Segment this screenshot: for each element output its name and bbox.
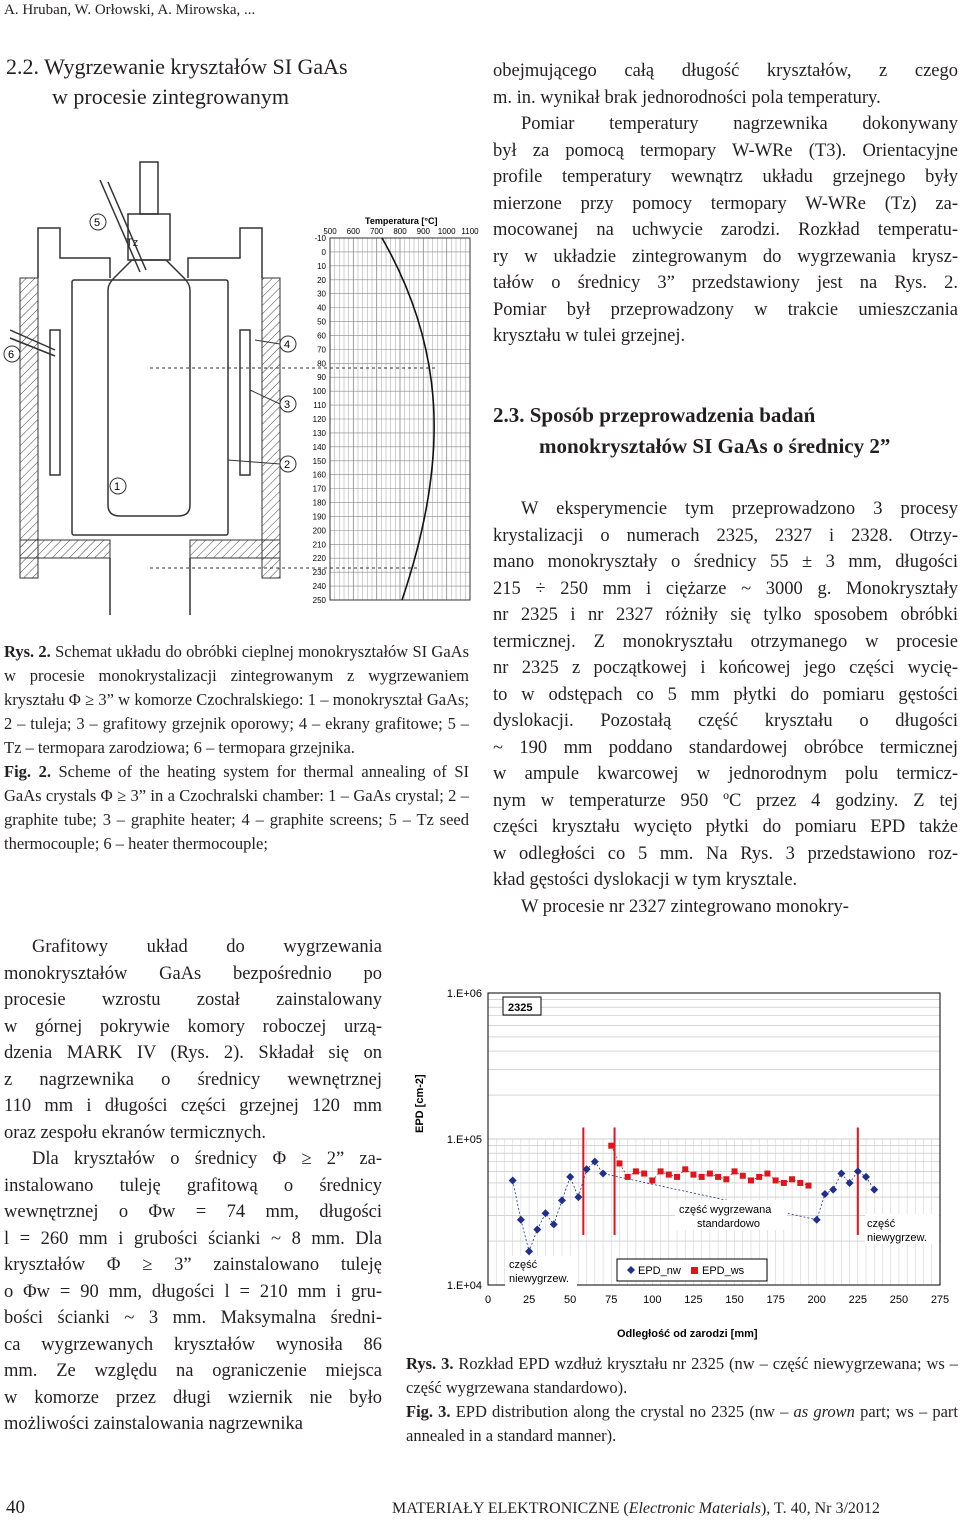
text-line: 110 mm i długości części grzejnej 120 mm	[4, 1096, 382, 1116]
temp-tick-label: 600	[346, 227, 361, 236]
text-line: nr 2325 z początkowej i końcowej jego części wycię-	[493, 658, 958, 678]
x-tick-label: 125	[684, 1294, 703, 1306]
seed-rod	[140, 162, 158, 214]
text-line: krystalizacji o numerach 2325, 2327 i 2328. Otrzy-	[493, 525, 958, 546]
annotation-text: część	[867, 1218, 896, 1230]
journal-volume: ), T. 40, Nr 3/2012	[760, 1500, 880, 1517]
data-point-EPD_ws	[682, 1166, 688, 1172]
data-point-EPD_nw	[870, 1186, 878, 1194]
marker-6	[4, 346, 20, 362]
data-point-EPD_nw	[599, 1170, 607, 1178]
running-header: A. Hruban, W. Orłowski, A. Mirowska, ...	[4, 2, 256, 18]
temp-tick-label: 1100	[461, 227, 479, 236]
text-line: w ampule kwarcowej w jednorodnym polu termicz-	[493, 764, 958, 784]
text-line: kryształów Φ ≥ 3” zainstalowano tuleję	[4, 1255, 382, 1275]
text-line: mierzone przy pomocy termopary W-WRe (Tz) za-	[493, 193, 958, 214]
text-line: to w odstępach co 5 mm płytki do pomiaru gęstości	[493, 684, 958, 705]
marker-5	[90, 214, 106, 230]
right-column-top-text	[493, 58, 958, 350]
x-tick-label: 250	[889, 1294, 909, 1306]
data-point-EPD_ws	[756, 1174, 762, 1180]
right-screen-wall	[262, 278, 280, 578]
annotation-nw-left	[505, 1256, 577, 1286]
x-tick-label: 200	[807, 1294, 826, 1306]
data-point-EPD_ws	[666, 1172, 672, 1178]
tz-label: Tz	[126, 237, 139, 249]
annotation-text: część wygrzewana	[679, 1204, 772, 1216]
text-line: w górnej pokrywie komory roboczej urzą-	[4, 1016, 382, 1037]
data-point-EPD_ws	[616, 1160, 622, 1166]
data-point-EPD_ws	[699, 1174, 705, 1180]
text-line: ~ 190 mm poddano standardowej obróbce termicznej	[493, 737, 958, 758]
temp-tick-label: 1000	[437, 227, 456, 236]
depth-tick-label: 170	[312, 484, 326, 494]
caption-italic: as grown	[793, 1402, 855, 1421]
depth-tick-label: 30	[317, 289, 326, 299]
depth-tick-label: 160	[312, 470, 326, 480]
depth-tick-label: 240	[312, 582, 326, 592]
data-point-EPD_nw	[574, 1193, 582, 1201]
data-point-EPD_nw	[854, 1167, 862, 1175]
text-line: o Φw = 90 mm, długości l = 210 mm i gru-	[4, 1281, 382, 1302]
depth-tick-label: 210	[312, 540, 326, 550]
heater-right	[240, 330, 250, 475]
legend-label-nw: EPD_nw	[638, 1265, 681, 1277]
graphite-tube	[72, 280, 228, 535]
x-tick-label: 100	[643, 1294, 662, 1306]
depth-tick-label: 250	[312, 596, 326, 605]
data-point-EPD_ws	[764, 1171, 770, 1177]
depth-tick-label: 120	[312, 415, 326, 424]
caption-text-pl: Schemat układu do obróbki cieplnej monokryształów SI GaAs w procesie monokrystalizacji zintegrowanym z wygrzewaniem kryształu Φ ≥ 3” w komorze Czochralskiego: 1 – monokryształ GaAs; 2 – tuleja; 3 – grafitowy grzejnik oporowy; 4 – ekrany grafitowe; 5 – Tz – termopara zarodziowa; 6 – termopara grzejnika.	[4, 642, 469, 757]
caption-label: Rys. 2.	[4, 642, 51, 661]
data-point-EPD_ws	[715, 1174, 721, 1180]
data-point-EPD_ws	[608, 1143, 614, 1149]
y-tick-label: 1.E+06	[446, 988, 482, 1000]
gaas-crystal	[108, 260, 190, 516]
data-point-EPD_ws	[707, 1171, 713, 1177]
depth-tick-label: 50	[317, 317, 326, 327]
y-axis-label: EPD [cm-2]	[414, 1074, 426, 1133]
x-tick-label: 225	[848, 1294, 867, 1306]
text-line: Dla kryształów o średnicy Φ ≥ 2” za-	[32, 1149, 382, 1169]
y-tick-label: 1.E+05	[446, 1134, 482, 1146]
figure-2-schematic	[0, 160, 479, 630]
text-line: tałów o średnicy 3” przedstawiony jest na Rys. 2.	[493, 273, 958, 293]
annotation-nw-right	[865, 1214, 939, 1244]
depth-tick-label: 200	[312, 526, 326, 536]
text-line: procesie wzrostu został zainstalowany	[4, 990, 382, 1010]
depth-tick-label: 150	[312, 456, 326, 466]
text-line: nym w temperaturze 950 ºC przez 4 godziny. Z tej	[493, 790, 958, 811]
depth-tick-label: 100	[312, 387, 326, 397]
depth-tick-label: 180	[312, 498, 326, 508]
text-line: termicznej. Z monokryształu otrzymanego w procesie	[493, 631, 958, 652]
temp-tick-label: 700	[369, 227, 384, 236]
text-line: instalowano tuleję grafitową o średnicy	[4, 1175, 382, 1196]
text-line: z nagrzewnika o średnicy wewnętrznej	[4, 1069, 382, 1090]
data-point-EPD_ws	[740, 1173, 746, 1179]
data-point-EPD_nw	[542, 1209, 550, 1217]
depth-tick-label: 110	[313, 401, 326, 411]
text-line: Pomiar temperatury nagrzewnika dokonywany	[521, 114, 958, 134]
section-title-line: monokryształów SI GaAs o średnicy 2”	[539, 434, 891, 458]
data-point-EPD_ws	[732, 1168, 738, 1174]
caption-label: Rys. 3.	[406, 1354, 454, 1373]
annotation-text: część	[509, 1259, 538, 1271]
depth-tick-label: 10	[317, 261, 326, 271]
data-point-EPD_nw	[829, 1186, 837, 1194]
text-line: m. in. wynikał brak jednorodności pola temperatury.	[493, 87, 881, 108]
data-point-EPD_nw	[862, 1173, 870, 1181]
data-point-EPD_ws	[641, 1171, 647, 1177]
text-line: 215 ÷ 250 mm i ciężarze ~ 3000 g. Monokryształy	[493, 578, 958, 599]
data-point-EPD_ws	[633, 1168, 639, 1174]
text-line: kryształu w tulei grzejnej.	[493, 326, 686, 346]
data-point-EPD_nw	[566, 1173, 574, 1181]
left-column-body-text	[4, 934, 382, 1438]
heater-left	[50, 330, 60, 475]
caption-label: Fig. 3.	[406, 1402, 451, 1421]
text-line: l = 260 mm i grubości ścianki ~ 8 mm. Dla	[4, 1228, 382, 1249]
svg-text:5: 5	[94, 217, 101, 229]
text-line: mocowanej na uchwycie zarodzi. Rozkład temperatu-	[493, 220, 958, 240]
text-line: dzenia MARK IV (Rys. 2). Składał się on	[4, 1043, 382, 1063]
text-line: ca wygrzewanych kryształów wynosiła 86	[4, 1334, 382, 1355]
depth-tick-label: 130	[312, 428, 326, 438]
x-tick-label: 275	[930, 1294, 950, 1306]
svg-text:6: 6	[8, 349, 15, 361]
x-axis-label: Odległość od zarodzi [mm]	[617, 1328, 758, 1340]
depth-tick-label: -10	[314, 234, 326, 243]
caption-text-en: Scheme of the heating system for thermal annealing of SI GaAs crystals Φ ≥ 3” in a Czochralski chamber: 1 – GaAs crystal; 2 – graphite tube; 3 – graphite heater; 4 – graphite screens; 5 – Tz seed thermocouple; 6 – heater thermocouple;	[4, 762, 469, 853]
x-tick-label: 25	[522, 1294, 536, 1306]
text-line: monokryształów GaAs bezpośrednio po	[4, 963, 382, 984]
data-point-EPD_ws	[748, 1177, 754, 1183]
text-line: możliwości zainstalowania nagrzewnika	[4, 1414, 303, 1434]
text-line: był za pomocą termopary W-WRe (T3). Orientacyjne	[493, 140, 958, 161]
page-number: 40	[6, 1497, 25, 1518]
depth-tick-label: 140	[312, 442, 326, 452]
marker-1	[110, 478, 126, 494]
annotation-text: niewygrzew.	[867, 1232, 927, 1244]
data-point-EPD_ws	[773, 1177, 779, 1183]
figure-3-epd-chart	[405, 975, 960, 1345]
section-title-line: 2.2. Wygrzewanie kryształów SI GaAs	[6, 54, 348, 79]
x-tick-label: 0	[484, 1294, 492, 1306]
text-line: w odległości co 5 mm. Na Rys. 3 przedstawiono roz-	[493, 843, 958, 864]
temp-tick-label: 500	[323, 227, 337, 236]
x-tick-label: 50	[564, 1294, 577, 1306]
svg-text:1: 1	[114, 481, 121, 493]
depth-tick-label: 230	[312, 568, 326, 578]
text-line: nr 2325 i nr 2327 różniły się tylko sposobem obróbki	[493, 605, 958, 625]
data-point-EPD_ws	[649, 1177, 655, 1183]
data-point-EPD_ws	[806, 1183, 812, 1189]
depth-tick-label: 70	[317, 345, 326, 355]
figure-2-caption	[4, 640, 469, 856]
data-point-EPD_nw	[813, 1216, 821, 1224]
temp-tick-label: 800	[393, 227, 407, 236]
text-line: Pomiar był przeprowadzony w trakcie umieszczania	[493, 299, 958, 320]
caption-text-pl: Rozkład EPD wzdłuż kryształu nr 2325 (nw – część niewygrzewana; ws – część wygrzewana standardowo).	[406, 1354, 959, 1397]
depth-tick-label: 80	[317, 359, 326, 369]
data-point-EPD_nw	[533, 1225, 541, 1233]
depth-tick-label: 40	[317, 303, 326, 313]
data-point-EPD_nw	[558, 1196, 566, 1204]
data-point-EPD_ws	[723, 1176, 729, 1182]
text-line: dyslokacji. Pozostałą część kryształu o długości	[493, 711, 958, 731]
text-line: kład gęstości dyslokacji w tym krysztale.	[493, 870, 798, 890]
x-tick-label: 150	[725, 1294, 744, 1306]
data-point-EPD_ws	[674, 1174, 680, 1180]
caption-text-en: EPD distribution along the crystal no 2325 (nw –	[455, 1402, 789, 1421]
annotation-ws	[675, 1200, 787, 1230]
data-point-EPD_ws	[658, 1168, 664, 1174]
data-point-EPD_ws	[781, 1180, 787, 1186]
data-point-EPD_nw	[550, 1220, 558, 1228]
section-title-line: w procesie zintegrowanym	[52, 84, 290, 109]
data-point-EPD_ws	[797, 1180, 803, 1186]
text-line: ry w układzie zintegrowanym do wygrzewania krysz-	[493, 246, 958, 267]
text-line: obejmującego całą długość kryształów, z czego	[493, 61, 958, 81]
caption-text-en: part; ws – part annealed in a standard manner).	[406, 1402, 958, 1445]
text-line: profile temperatury wewnątrz układu grzejnego były	[493, 167, 958, 187]
svg-text:4: 4	[284, 339, 291, 351]
annotation-text: niewygrzew.	[509, 1273, 569, 1285]
y-tick-label: 1.E+04	[446, 1280, 482, 1292]
temperature-axis-title: Temperatura [°C]	[365, 216, 438, 226]
text-line: oraz zespołu ekranów termicznych.	[4, 1122, 266, 1143]
chart-title: 2325	[508, 1002, 533, 1014]
annotation-text: standardowo	[697, 1218, 760, 1230]
legend-label-ws: EPD_ws	[702, 1265, 745, 1277]
figure-3-caption	[406, 1352, 958, 1448]
chart-legend	[617, 1259, 767, 1281]
right-column-body-text	[493, 496, 958, 920]
text-line: Grafitowy układ do wygrzewania	[32, 937, 382, 957]
text-line: mm. Ze względu na ograniczenie miejsca	[4, 1361, 382, 1381]
depth-tick-label: 0	[321, 247, 326, 257]
text-line: części kryształu wycięto płytki do pomiaru EPD także	[493, 817, 958, 837]
data-point-EPD_ws	[690, 1172, 696, 1178]
journal-name: MATERIAŁY ELEKTRONICZNE (	[392, 1500, 629, 1517]
svg-text:3: 3	[284, 399, 291, 411]
depth-tick-label: 60	[317, 331, 326, 341]
journal-name-en: Electronic Materials	[628, 1500, 761, 1517]
depth-tick-label: 190	[312, 512, 326, 522]
section-2-3-title	[493, 400, 890, 462]
depth-tick-label: 90	[317, 373, 326, 383]
data-point-EPD_nw	[509, 1176, 517, 1184]
text-line: bości ścianki ~ 3 mm. Maksymalna średni-	[4, 1308, 382, 1328]
legend-marker-ws	[691, 1267, 698, 1274]
text-line: W procesie nr 2327 zintegrowano monokry-	[521, 896, 849, 917]
data-point-EPD_ws	[789, 1176, 795, 1182]
text-line: wewnętrznej o Φw = 74 mm, długości	[4, 1202, 382, 1222]
svg-text:2: 2	[284, 459, 291, 471]
depth-tick-label: 20	[317, 275, 326, 285]
temp-tick-label: 900	[416, 227, 431, 236]
x-tick-label: 75	[605, 1294, 618, 1306]
text-line: W eksperymencie tym przeprowadzono 3 procesy	[521, 499, 958, 519]
text-line: mano monokryształy o średnicy 55 ± 3 mm, długości	[493, 552, 958, 572]
data-point-EPD_nw	[525, 1247, 533, 1255]
section-2-2-title	[6, 52, 348, 112]
data-point-EPD_ws	[625, 1174, 631, 1180]
journal-footer	[392, 1500, 880, 1518]
section-title-line: 2.3. Sposób przeprowadzenia badań	[493, 403, 816, 427]
data-point-EPD_nw	[517, 1216, 525, 1224]
text-line: w komorze przez długi wziernik nie było	[4, 1387, 382, 1408]
depth-tick-label: 220	[312, 554, 326, 564]
x-tick-label: 175	[766, 1294, 785, 1306]
data-point-EPD_nw	[837, 1170, 845, 1178]
caption-label: Fig. 2.	[4, 762, 51, 781]
left-screen-wall	[20, 278, 38, 578]
